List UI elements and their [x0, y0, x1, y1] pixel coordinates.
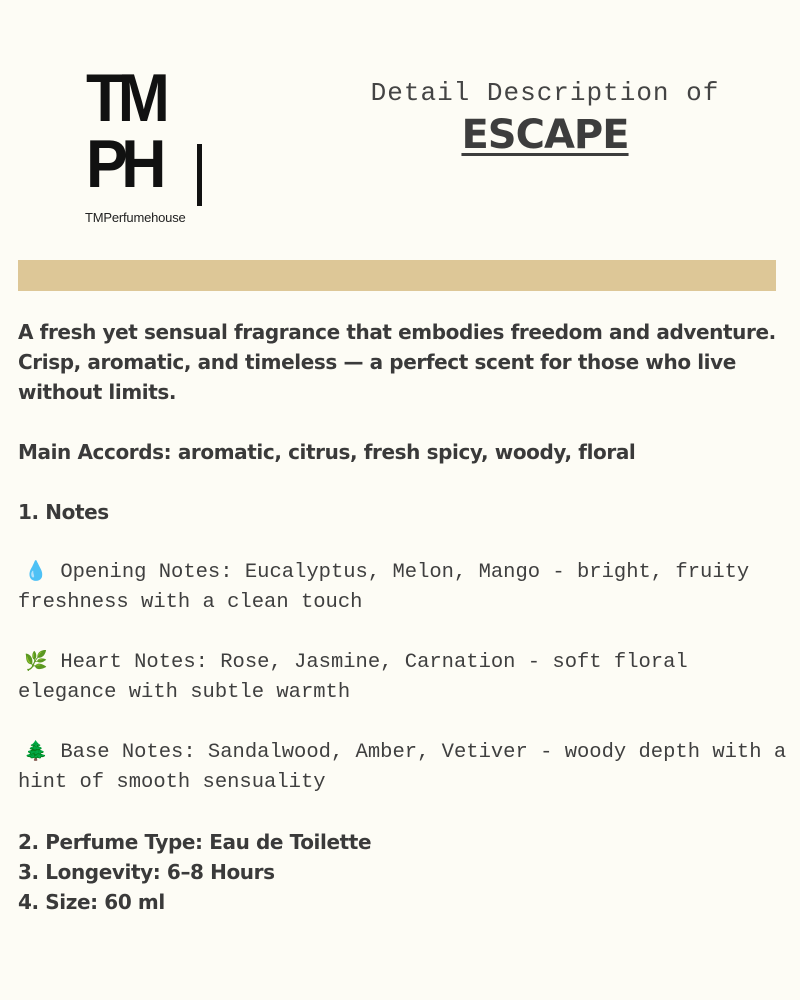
logo-lettering — [86, 60, 164, 202]
note-heart — [18, 646, 788, 708]
divider-band — [18, 260, 776, 291]
note-opening-text: Opening Notes: Eucalyptus, Melon, Mango - bright, fruity freshness with a clean touch — [18, 561, 750, 614]
herb-icon: 🌿 — [24, 650, 48, 672]
logo-accent-bar — [197, 144, 202, 206]
note-opening — [18, 556, 788, 618]
note-base — [18, 736, 788, 798]
details-list — [18, 827, 788, 917]
detail-size: 4. Size: 60 ml — [18, 890, 165, 914]
detail-longevity: 3. Longevity: 6–8 Hours — [18, 860, 275, 884]
evergreen-tree-icon: 🌲 — [24, 740, 48, 762]
note-base-text: Base Notes: Sandalwood, Amber, Vetiver - woody depth with a hint of smooth sensuality — [18, 741, 787, 794]
header-line: Detail Description of — [370, 78, 720, 108]
description-paragraph: A fresh yet sensual fragrance that embodies freedom and adventure. Crisp, aromatic, and timeless — a perfect scent for those who live without limits. — [18, 320, 776, 404]
product-name: ESCAPE — [461, 112, 629, 158]
logo-subtitle: TMPerfumehouse — [85, 210, 186, 225]
brand-logo — [80, 60, 208, 228]
logo-line-1: TM — [86, 60, 164, 136]
logo-line-2: PH — [86, 126, 161, 202]
main-accords: Main Accords: aromatic, citrus, fresh spicy, woody, floral — [18, 440, 636, 464]
water-drop-icon: 💧 — [24, 560, 48, 582]
detail-perfume-type: 2. Perfume Type: Eau de Toilette — [18, 830, 372, 854]
notes-heading: 1. Notes — [18, 500, 109, 524]
note-heart-text: Heart Notes: Rose, Jasmine, Carnation - soft floral elegance with subtle warmth — [18, 651, 688, 704]
